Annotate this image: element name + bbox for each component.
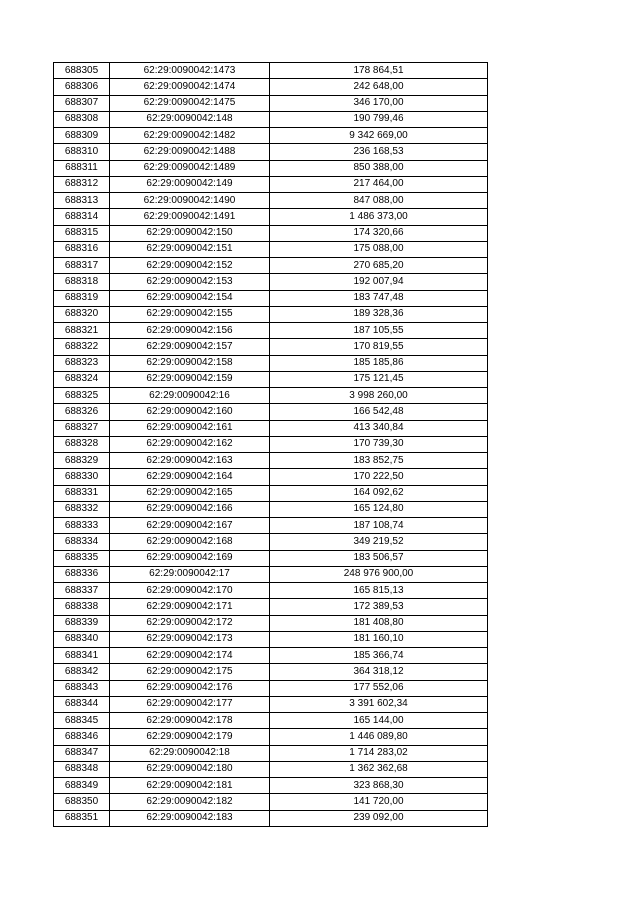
cadastral-number-cell: 62:29:0090042:156 [110,323,270,339]
cadastral-number-cell: 62:29:0090042:166 [110,501,270,517]
row-number-cell: 688344 [54,696,110,712]
cadastral-value-cell: 850 388,00 [270,160,488,176]
table-row [54,729,488,745]
table-row [54,534,488,550]
table-row [54,778,488,794]
cadastral-number-cell: 62:29:0090042:180 [110,761,270,777]
cadastral-number-cell: 62:29:0090042:178 [110,713,270,729]
table-row [54,176,488,192]
row-number-cell: 688328 [54,436,110,452]
cadastral-number-cell: 62:29:0090042:176 [110,680,270,696]
table-row [54,761,488,777]
cadastral-value-cell: 175 088,00 [270,241,488,257]
cadastral-number-cell: 62:29:0090042:164 [110,469,270,485]
cadastral-number-cell: 62:29:0090042:183 [110,810,270,826]
cadastral-number-cell: 62:29:0090042:1490 [110,193,270,209]
cadastral-number-cell: 62:29:0090042:168 [110,534,270,550]
table-row [54,631,488,647]
row-number-cell: 688316 [54,241,110,257]
cadastral-value-cell: 189 328,36 [270,306,488,322]
row-number-cell: 688322 [54,339,110,355]
cadastral-number-cell: 62:29:0090042:153 [110,274,270,290]
table-row [54,696,488,712]
table-row [54,518,488,534]
table-row [54,420,488,436]
cadastral-value-cell: 346 170,00 [270,95,488,111]
row-number-cell: 688305 [54,63,110,79]
cadastral-number-cell: 62:29:0090042:173 [110,631,270,647]
cadastral-number-cell: 62:29:0090042:149 [110,176,270,192]
cadastral-number-cell: 62:29:0090042:16 [110,388,270,404]
row-number-cell: 688318 [54,274,110,290]
cadastral-value-cell: 192 007,94 [270,274,488,290]
table-row [54,193,488,209]
table-row [54,339,488,355]
table-row [54,648,488,664]
table-row [54,501,488,517]
table-body [54,63,488,827]
table-row [54,241,488,257]
cadastral-number-cell: 62:29:0090042:162 [110,436,270,452]
table-row [54,550,488,566]
cadastral-value-cell: 181 408,80 [270,615,488,631]
table-row [54,355,488,371]
cadastral-value-cell: 170 739,30 [270,436,488,452]
cadastral-number-cell: 62:29:0090042:174 [110,648,270,664]
cadastral-value-cell: 175 121,45 [270,371,488,387]
cadastral-value-table [53,62,488,827]
table-row [54,371,488,387]
cadastral-value-cell: 1 714 283,02 [270,745,488,761]
table-row [54,810,488,826]
row-number-cell: 688319 [54,290,110,306]
cadastral-value-cell: 9 342 669,00 [270,128,488,144]
cadastral-value-cell: 183 506,57 [270,550,488,566]
cadastral-value-cell: 323 868,30 [270,778,488,794]
table-row [54,63,488,79]
row-number-cell: 688310 [54,144,110,160]
cadastral-number-cell: 62:29:0090042:148 [110,111,270,127]
row-number-cell: 688342 [54,664,110,680]
cadastral-value-cell: 165 124,80 [270,501,488,517]
cadastral-value-cell: 1 486 373,00 [270,209,488,225]
cadastral-value-cell: 174 320,66 [270,225,488,241]
row-number-cell: 688308 [54,111,110,127]
cadastral-value-cell: 248 976 900,00 [270,566,488,582]
table-row [54,436,488,452]
cadastral-number-cell: 62:29:0090042:181 [110,778,270,794]
row-number-cell: 688351 [54,810,110,826]
cadastral-value-cell: 165 144,00 [270,713,488,729]
row-number-cell: 688331 [54,485,110,501]
table-row [54,258,488,274]
row-number-cell: 688326 [54,404,110,420]
table-row [54,111,488,127]
cadastral-number-cell: 62:29:0090042:152 [110,258,270,274]
row-number-cell: 688314 [54,209,110,225]
table-row [54,469,488,485]
cadastral-value-cell: 242 648,00 [270,79,488,95]
table-row [54,599,488,615]
row-number-cell: 688340 [54,631,110,647]
cadastral-value-cell: 181 160,10 [270,631,488,647]
row-number-cell: 688337 [54,583,110,599]
cadastral-number-cell: 62:29:0090042:150 [110,225,270,241]
row-number-cell: 688339 [54,615,110,631]
cadastral-value-cell: 170 222,50 [270,469,488,485]
row-number-cell: 688324 [54,371,110,387]
table-row [54,144,488,160]
row-number-cell: 688309 [54,128,110,144]
cadastral-value-cell: 177 552,06 [270,680,488,696]
row-number-cell: 688325 [54,388,110,404]
cadastral-value-cell: 3 998 260,00 [270,388,488,404]
cadastral-number-cell: 62:29:0090042:155 [110,306,270,322]
table-row [54,453,488,469]
cadastral-number-cell: 62:29:0090042:171 [110,599,270,615]
row-number-cell: 688313 [54,193,110,209]
cadastral-number-cell: 62:29:0090042:1489 [110,160,270,176]
row-number-cell: 688338 [54,599,110,615]
table-row [54,290,488,306]
cadastral-number-cell: 62:29:0090042:175 [110,664,270,680]
row-number-cell: 688348 [54,761,110,777]
table-row [54,404,488,420]
cadastral-value-cell: 141 720,00 [270,794,488,810]
row-number-cell: 688311 [54,160,110,176]
table-row [54,79,488,95]
row-number-cell: 688330 [54,469,110,485]
cadastral-value-cell: 164 092,62 [270,485,488,501]
row-number-cell: 688343 [54,680,110,696]
row-number-cell: 688333 [54,518,110,534]
cadastral-value-cell: 270 685,20 [270,258,488,274]
cadastral-number-cell: 62:29:0090042:1488 [110,144,270,160]
cadastral-number-cell: 62:29:0090042:161 [110,420,270,436]
cadastral-value-cell: 183 747,48 [270,290,488,306]
cadastral-number-cell: 62:29:0090042:157 [110,339,270,355]
table-row [54,160,488,176]
cadastral-value-cell: 178 864,51 [270,63,488,79]
row-number-cell: 688350 [54,794,110,810]
cadastral-value-cell: 1 362 362,68 [270,761,488,777]
row-number-cell: 688347 [54,745,110,761]
table-row [54,225,488,241]
table-row [54,680,488,696]
row-number-cell: 688341 [54,648,110,664]
row-number-cell: 688317 [54,258,110,274]
cadastral-value-cell: 166 542,48 [270,404,488,420]
cadastral-number-cell: 62:29:0090042:169 [110,550,270,566]
table-row [54,713,488,729]
cadastral-number-cell: 62:29:0090042:170 [110,583,270,599]
row-number-cell: 688321 [54,323,110,339]
table-row [54,323,488,339]
table-row [54,95,488,111]
cadastral-value-cell: 1 446 089,80 [270,729,488,745]
cadastral-number-cell: 62:29:0090042:163 [110,453,270,469]
cadastral-value-cell: 187 105,55 [270,323,488,339]
cadastral-value-cell: 236 168,53 [270,144,488,160]
cadastral-number-cell: 62:29:0090042:1491 [110,209,270,225]
cadastral-number-cell: 62:29:0090042:160 [110,404,270,420]
cadastral-number-cell: 62:29:0090042:165 [110,485,270,501]
cadastral-value-cell: 190 799,46 [270,111,488,127]
table-row [54,794,488,810]
cadastral-value-cell: 239 092,00 [270,810,488,826]
cadastral-value-cell: 217 464,00 [270,176,488,192]
row-number-cell: 688307 [54,95,110,111]
cadastral-number-cell: 62:29:0090042:1473 [110,63,270,79]
cadastral-number-cell: 62:29:0090042:1475 [110,95,270,111]
cadastral-number-cell: 62:29:0090042:167 [110,518,270,534]
row-number-cell: 688336 [54,566,110,582]
cadastral-value-cell: 165 815,13 [270,583,488,599]
cadastral-value-cell: 185 185,86 [270,355,488,371]
cadastral-number-cell: 62:29:0090042:1474 [110,79,270,95]
cadastral-value-cell: 183 852,75 [270,453,488,469]
row-number-cell: 688329 [54,453,110,469]
row-number-cell: 688312 [54,176,110,192]
cadastral-number-cell: 62:29:0090042:154 [110,290,270,306]
cadastral-number-cell: 62:29:0090042:182 [110,794,270,810]
row-number-cell: 688320 [54,306,110,322]
cadastral-number-cell: 62:29:0090042:1482 [110,128,270,144]
cadastral-value-cell: 185 366,74 [270,648,488,664]
cadastral-value-cell: 349 219,52 [270,534,488,550]
row-number-cell: 688327 [54,420,110,436]
table-row [54,745,488,761]
cadastral-value-cell: 187 108,74 [270,518,488,534]
table-row [54,306,488,322]
table-row [54,583,488,599]
table-row [54,615,488,631]
cadastral-value-cell: 172 389,53 [270,599,488,615]
row-number-cell: 688345 [54,713,110,729]
row-number-cell: 688334 [54,534,110,550]
cadastral-number-cell: 62:29:0090042:17 [110,566,270,582]
row-number-cell: 688306 [54,79,110,95]
row-number-cell: 688315 [54,225,110,241]
table-row [54,209,488,225]
row-number-cell: 688335 [54,550,110,566]
cadastral-number-cell: 62:29:0090042:172 [110,615,270,631]
table-row [54,274,488,290]
cadastral-number-cell: 62:29:0090042:158 [110,355,270,371]
table-row [54,388,488,404]
cadastral-number-cell: 62:29:0090042:179 [110,729,270,745]
row-number-cell: 688332 [54,501,110,517]
cadastral-value-cell: 413 340,84 [270,420,488,436]
cadastral-value-cell: 3 391 602,34 [270,696,488,712]
table-row [54,664,488,680]
row-number-cell: 688349 [54,778,110,794]
table-row [54,485,488,501]
row-number-cell: 688323 [54,355,110,371]
table-row [54,128,488,144]
cadastral-number-cell: 62:29:0090042:159 [110,371,270,387]
cadastral-number-cell: 62:29:0090042:18 [110,745,270,761]
cadastral-number-cell: 62:29:0090042:151 [110,241,270,257]
cadastral-value-cell: 170 819,55 [270,339,488,355]
cadastral-value-cell: 364 318,12 [270,664,488,680]
row-number-cell: 688346 [54,729,110,745]
cadastral-value-cell: 847 088,00 [270,193,488,209]
cadastral-number-cell: 62:29:0090042:177 [110,696,270,712]
table-row [54,566,488,582]
